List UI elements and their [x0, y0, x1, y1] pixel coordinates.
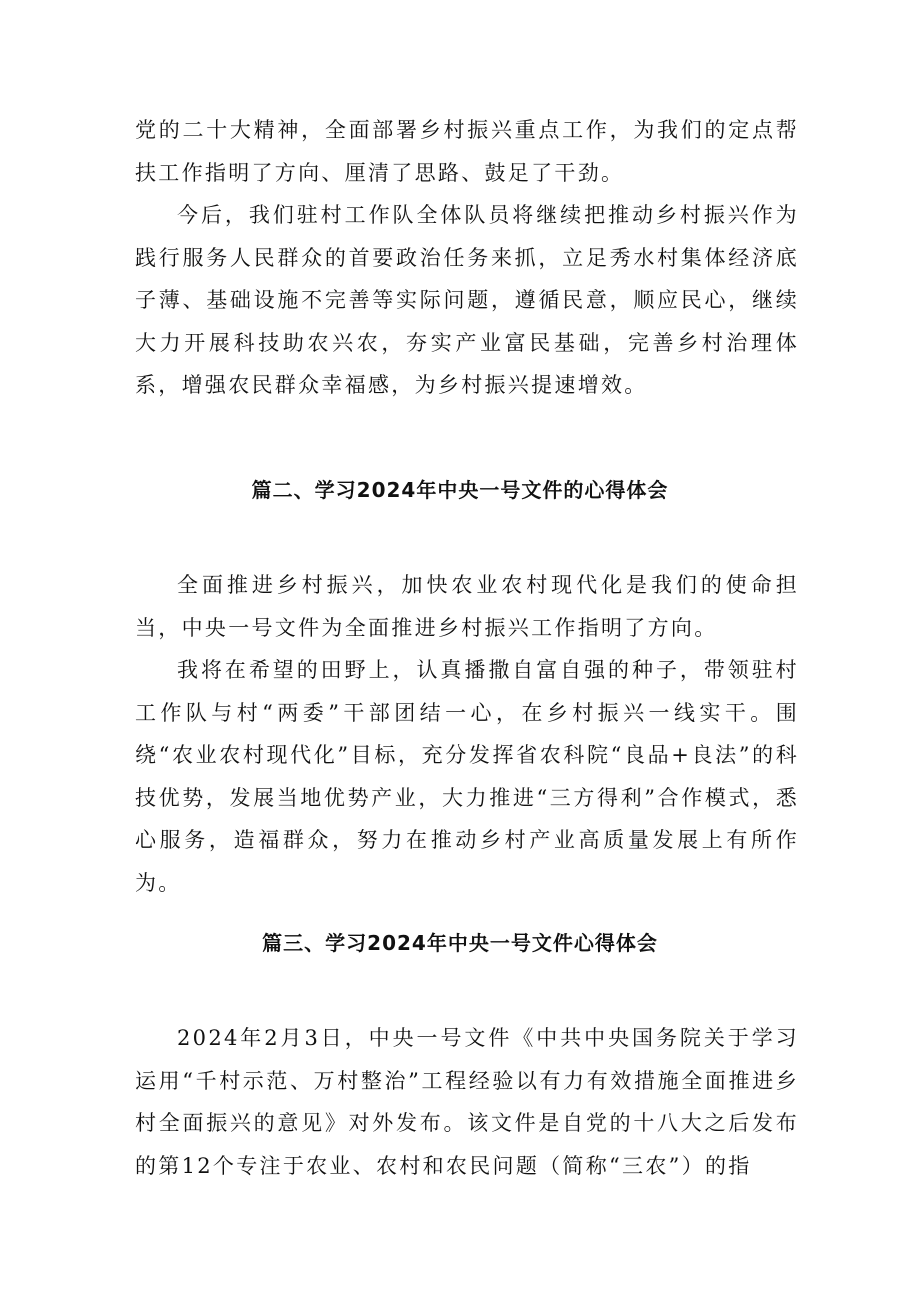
paragraph: 党的二十大精神，全面部署乡村振兴重点工作，为我们的定点帮扶工作指明了方向、厘清了思路、鼓足了干劲。: [135, 118, 799, 185]
section-heading-3: 篇三、学习2024年中央一号文件心得体会: [262, 931, 658, 955]
paragraph: 今后，我们驻村工作队全体队员将继续把推动乡村振兴作为践行服务人民群众的首要政治任务来抓，立足秀水村集体经济底子薄、基础设施不完善等实际问题，遵循民意，顺应民心，继续大力开展科技助农兴农，夯实产业富民基础，完善乡村治理体系，增强农民群众幸福感，为乡村振兴提速增效。: [135, 203, 799, 397]
paragraph: 2024年2月3日，中央一号文件《中共中央国务院关于学习运用“千村示范、万村整治”工程经验以有力有效措施全面推进乡村全面振兴的意见》对外发布。该文件是自党的十八大之后发布的第12个专注于农业、农村和农民问题（简称“三农”）的指: [135, 1026, 799, 1178]
paragraph: 我将在希望的田野上，认真播撒自富自强的种子，带领驻村工作队与村“两委”干部团结一心，在乡村振兴一线实干。围绕“农业农村现代化”目标，充分发挥省农科院“良品+良法”的科技优势，发展当地优势产业，大力推进“三方得利”合作模式，悉心服务，造福群众，努力在推动乡村产业高质量发展上有所作为。: [135, 658, 799, 895]
paragraph: 全面推进乡村振兴，加快农业农村现代化是我们的使命担当，中央一号文件为全面推进乡村振兴工作指明了方向。: [135, 573, 799, 640]
section-heading-2: 篇二、学习2024年中央一号文件的心得体会: [251, 478, 669, 502]
section-2-text: [135, 564, 799, 904]
section-3-text: [135, 1017, 799, 1187]
continuation-text: [135, 109, 799, 407]
